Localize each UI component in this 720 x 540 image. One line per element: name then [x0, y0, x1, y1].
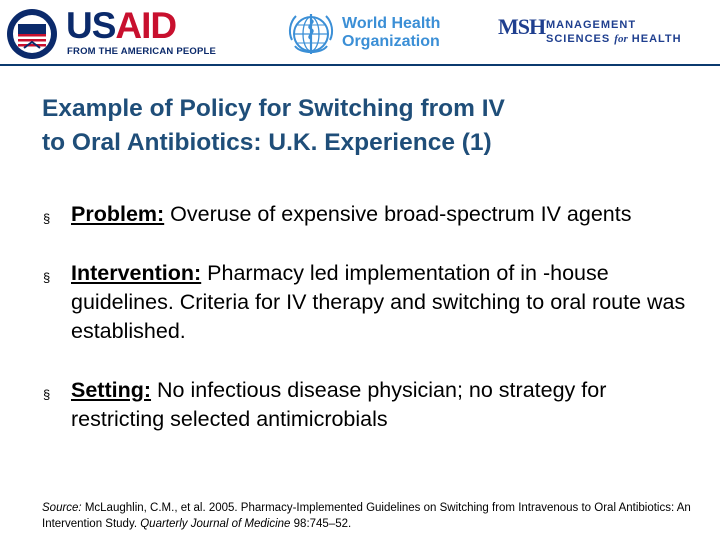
who-logo: [286, 10, 456, 58]
bullet-square-icon: §: [43, 211, 51, 226]
source-citation: [42, 500, 712, 532]
msh-name: [546, 18, 682, 46]
who-emblem-icon: [286, 10, 336, 58]
who-name-line2: Organization: [342, 33, 440, 50]
source-pages: 98:745–52.: [290, 518, 352, 530]
msh-mark: MSH: [498, 14, 546, 39]
header-divider: [0, 64, 720, 66]
bullet-text: No infectious disease physician; no strategy for restricting selected antimicrobials: [71, 378, 607, 431]
bullet-label: Problem:: [71, 202, 165, 226]
msh-name-line2: SCIENCES for HEALTH: [546, 33, 682, 45]
bullet-item: [42, 376, 692, 434]
msh-name-line1: MANAGEMENT: [546, 19, 637, 31]
bullet-item: [42, 200, 692, 229]
source-journal: Quarterly Journal of Medicine: [140, 518, 291, 530]
msh-logo: [498, 14, 718, 54]
logo-bar: [0, 0, 720, 66]
bullet-item: [42, 259, 692, 346]
usaid-seal-icon: [6, 8, 58, 60]
usaid-wordmark: USAID: [66, 5, 177, 46]
slide-title-line2: to Oral Antibiotics: U.K. Experience (1): [42, 129, 492, 156]
bullet-square-icon: §: [43, 387, 51, 402]
usaid-tagline: FROM THE AMERICAN PEOPLE: [67, 46, 217, 57]
bullet-text: Pharmacy led implementation of in -house guidelines. Criteria for IV therapy and switching to oral route was established.: [71, 261, 686, 343]
who-name: [342, 15, 440, 51]
source-text: McLaughlin, C.M., et al. 2005. Pharmacy-Implemented Guidelines on Switching from Intravenous to Oral Antibiotics: An Intervention Study.: [42, 502, 691, 530]
bullet-square-icon: §: [43, 270, 51, 285]
slide-title: [42, 92, 702, 160]
slide-title-line1: Example of Policy for Switching from IV: [42, 95, 505, 122]
source-label: Source:: [42, 502, 82, 514]
bullet-text: Overuse of expensive broad-spectrum IV agents: [164, 202, 632, 226]
bullet-label: Intervention:: [71, 261, 202, 285]
who-name-line1: World Health: [342, 15, 441, 32]
bullet-list: [42, 200, 692, 464]
bullet-label: Setting:: [71, 378, 152, 402]
usaid-logo: [6, 5, 217, 58]
